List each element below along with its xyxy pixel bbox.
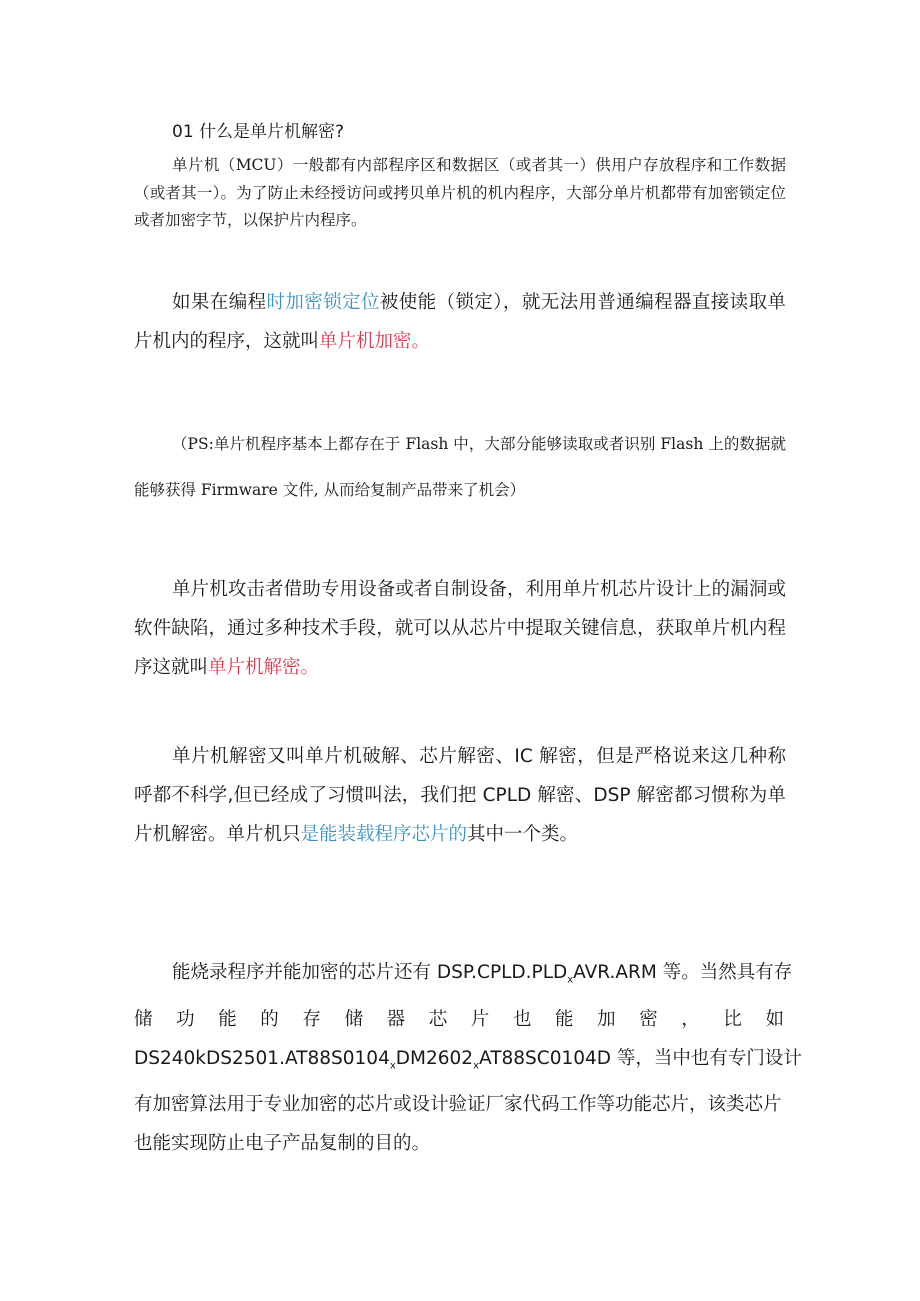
highlight-program-chip: 是能装载程序芯片的: [300, 824, 468, 845]
paragraph-terms-text-c: 其中一个类。: [467, 824, 579, 845]
chips-line-3-c: AT88SC0104D 等，当中也有专门设计: [479, 1047, 802, 1069]
intro-paragraph: 单片机（MCU）一般都有内部程序区和数据区（或者其一）供用户存放程序和工作数据（或者其一）。为了防止未经授访问或拷贝单片机的机内程序，大部分单片机都带有加密锁定位或者加密字节，以保护片内程序。: [134, 156, 786, 229]
paragraph-terms-text-a: 单片机解密又叫单片机破解、芯片解密、IC 解密，但是严格说来这几种称呼都不科学,但已经成了习惯叫法，我们把 CPLD 解密、DSP 解密都习惯称为单片机解密。单片机只: [134, 746, 786, 845]
chips-line-1: [134, 953, 793, 1000]
chips-line-5: 也能实现防止电子产品复制的目的。: [134, 1133, 431, 1155]
paragraph-encryption-text-c: 被使能（锁定），就无法用普通编程器直接读取单片机内的程序，这就叫: [134, 292, 786, 352]
chips-line-1-text: 能烧录程序并能加密的芯片还有 DSP.CPLD.PLD: [172, 962, 568, 983]
highlight-lock-bit: 时加密锁定位: [266, 292, 380, 313]
ps-note: （PS:单片机程序基本上都存在于 Flash 中，大部分能够读取或者识别 Flash 上的数据就能够获得 Firmware 文件, 从而给复制产品带来了机会）: [134, 435, 786, 499]
chips-line-1-sub: x: [567, 974, 574, 986]
highlight-mcu-encryption: 单片机加密。: [319, 331, 431, 352]
highlight-mcu-decryption: 单片机解密。: [208, 657, 320, 678]
paragraph-attack-text: 单片机攻击者借助专用设备或者自制设备，利用单片机芯片设计上的漏洞或软件缺陷，通过多种技术手段，就可以从芯片中提取关键信息，获取单片机内程序这就叫: [134, 579, 786, 678]
chips-line-3-sub-1: x: [389, 1060, 396, 1072]
paragraph-encryption-text-a: 如果在编程: [172, 292, 267, 313]
chips-line-3-b: DM2602: [395, 1047, 474, 1069]
section-heading: 01 什么是单片机解密?: [172, 122, 345, 142]
paragraph-attack: [134, 570, 786, 687]
chips-line-3: [134, 1039, 802, 1086]
chips-line-3-sub-2: x: [473, 1060, 479, 1072]
paragraph-encryption: [134, 283, 786, 361]
chips-line-3-a: DS240kDS2501.AT88S0104: [134, 1047, 390, 1069]
chips-line-4: 有加密算法用于专业加密的芯片或设计验证厂家代码工作等功能芯片，该类芯片: [134, 1094, 782, 1116]
paragraph-chips: [134, 953, 802, 1163]
chips-line-1-end: AVR.ARM 等。当然具有存: [573, 962, 793, 983]
chips-line-2: 储功能的存储器芯片也能加密，比如: [134, 1008, 786, 1030]
paragraph-terms: [134, 737, 786, 854]
